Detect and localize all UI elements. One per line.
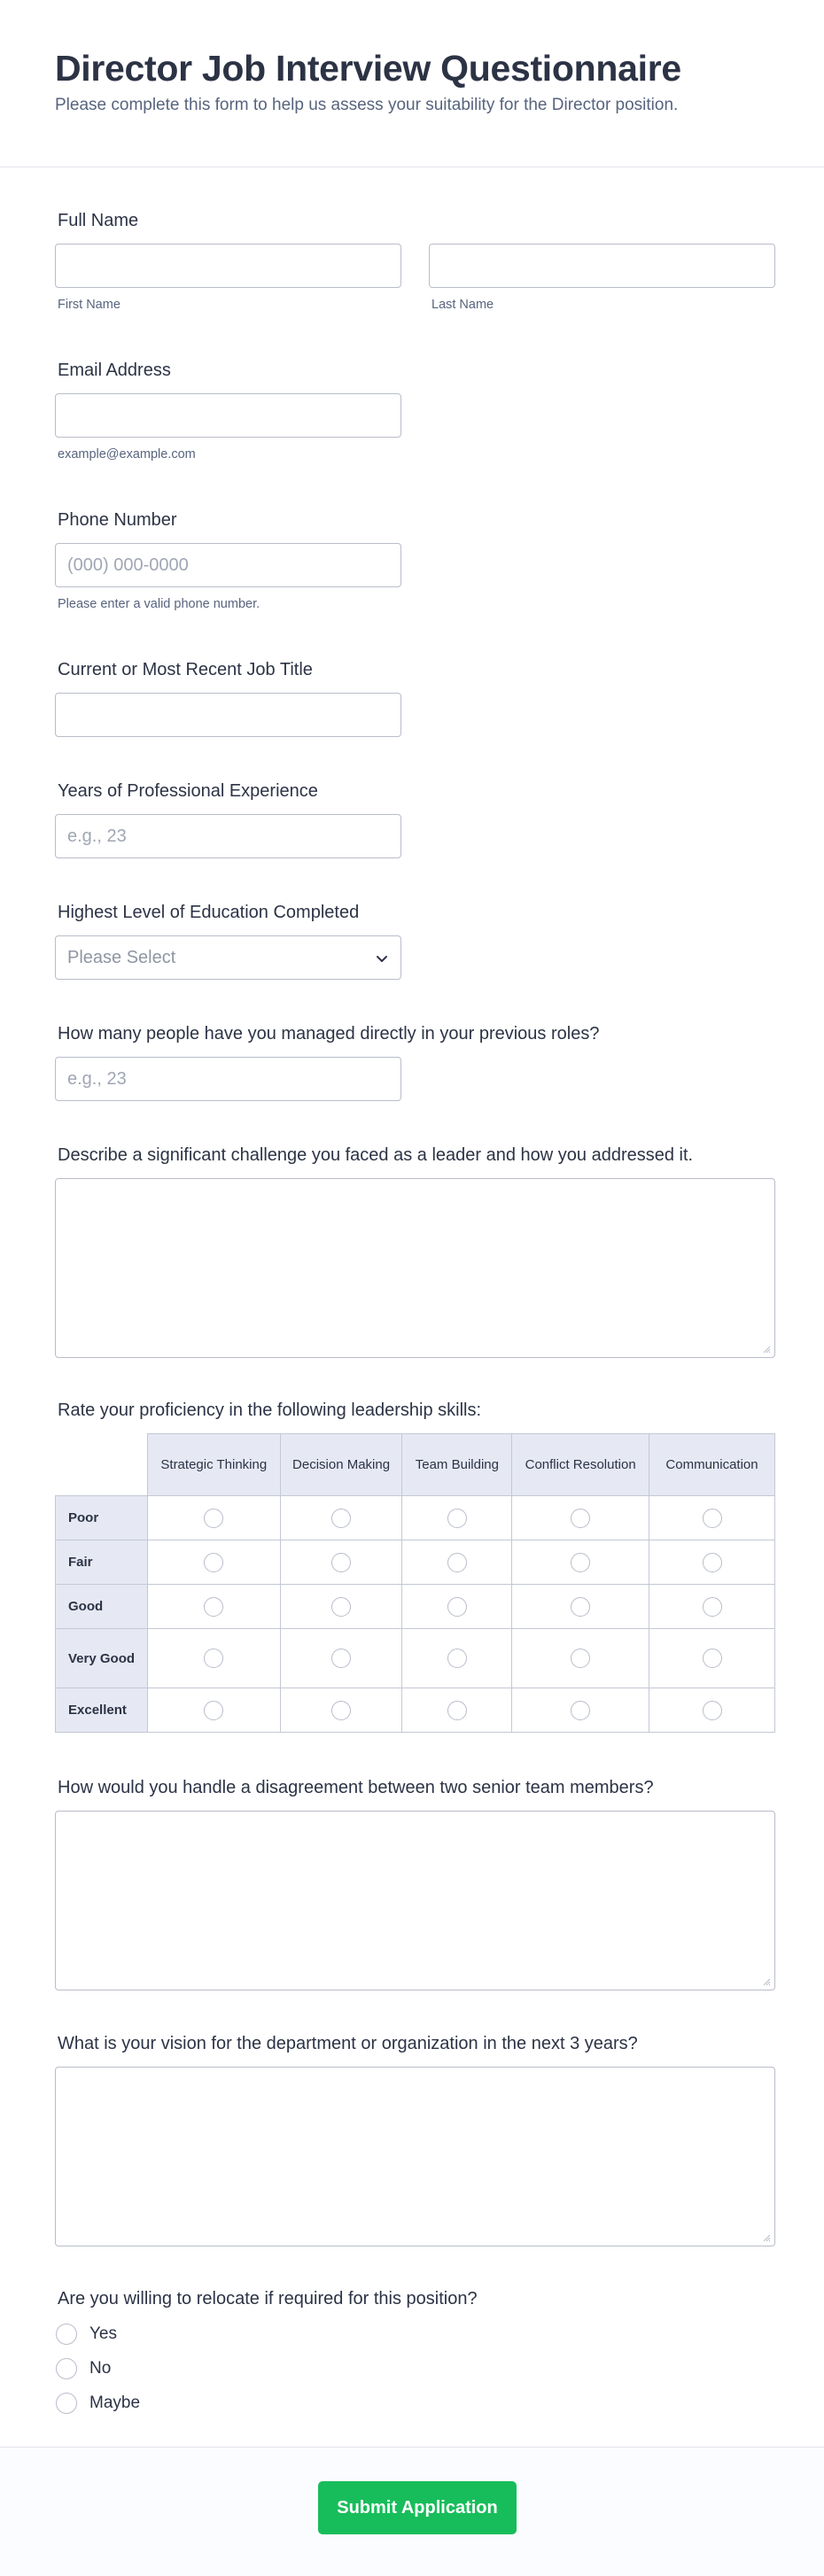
education-select[interactable] bbox=[55, 935, 401, 980]
matrix-radio[interactable] bbox=[204, 1701, 223, 1720]
matrix-cell bbox=[649, 1540, 775, 1585]
matrix-cell bbox=[512, 1585, 649, 1629]
relocate-options bbox=[55, 2316, 478, 2420]
relocate-option-label: No bbox=[89, 2358, 112, 2378]
submit-button[interactable]: Submit Application bbox=[318, 2481, 517, 2534]
email-input[interactable] bbox=[55, 393, 401, 438]
matrix-radio[interactable] bbox=[447, 1597, 467, 1617]
matrix-radio[interactable] bbox=[331, 1509, 351, 1528]
matrix-radio[interactable] bbox=[703, 1509, 722, 1528]
matrix-row bbox=[56, 1540, 775, 1585]
matrix-corner bbox=[56, 1434, 148, 1496]
job-title-field bbox=[55, 660, 401, 737]
matrix-row-label: Fair bbox=[56, 1540, 148, 1585]
matrix-radio[interactable] bbox=[331, 1597, 351, 1617]
managed-input[interactable] bbox=[55, 1057, 401, 1101]
matrix-cell bbox=[649, 1629, 775, 1688]
education-selected-value: Please Select bbox=[67, 947, 176, 967]
form-footer bbox=[0, 2447, 824, 2576]
vision-field bbox=[55, 2034, 775, 2246]
relocate-option-maybe[interactable] bbox=[56, 2386, 478, 2420]
phone-input[interactable] bbox=[55, 543, 401, 587]
matrix-radio[interactable] bbox=[331, 1553, 351, 1572]
matrix-radio[interactable] bbox=[331, 1701, 351, 1720]
disagreement-field bbox=[55, 1778, 775, 1990]
matrix-cell bbox=[649, 1688, 775, 1733]
matrix-radio[interactable] bbox=[204, 1597, 223, 1617]
resize-grip-icon[interactable] bbox=[763, 1346, 771, 1354]
matrix-radio[interactable] bbox=[447, 1553, 467, 1572]
job-title-input[interactable] bbox=[55, 693, 401, 737]
phone-sublabel: Please enter a valid phone number. bbox=[58, 597, 260, 611]
matrix-row-label: Very Good bbox=[56, 1629, 148, 1688]
email-field bbox=[55, 361, 401, 462]
experience-label: Years of Professional Experience bbox=[58, 781, 318, 801]
job-title-label: Current or Most Recent Job Title bbox=[58, 660, 313, 679]
email-sublabel: example@example.com bbox=[58, 447, 196, 462]
resize-grip-icon[interactable] bbox=[763, 2234, 771, 2242]
full-name-field bbox=[55, 211, 775, 312]
matrix-row bbox=[56, 1688, 775, 1733]
phone-label: Phone Number bbox=[58, 510, 177, 530]
matrix-radio[interactable] bbox=[703, 1649, 722, 1668]
last-name-sublabel: Last Name bbox=[431, 298, 494, 312]
form-title: Director Job Interview Questionnaire bbox=[55, 48, 681, 89]
matrix-cell bbox=[512, 1629, 649, 1688]
email-label: Email Address bbox=[58, 361, 171, 380]
matrix-cell bbox=[147, 1540, 280, 1585]
disagreement-textarea[interactable] bbox=[55, 1811, 775, 1990]
matrix-radio[interactable] bbox=[571, 1597, 590, 1617]
matrix-cell bbox=[147, 1688, 280, 1733]
matrix-row bbox=[56, 1496, 775, 1540]
challenge-textarea[interactable] bbox=[55, 1178, 775, 1358]
matrix-radio[interactable] bbox=[571, 1553, 590, 1572]
matrix-radio[interactable] bbox=[204, 1509, 223, 1528]
experience-input[interactable] bbox=[55, 814, 401, 858]
challenge-field bbox=[55, 1145, 775, 1358]
matrix-column-header: Decision Making bbox=[280, 1434, 402, 1496]
matrix-cell bbox=[512, 1496, 649, 1540]
matrix-column-header: Communication bbox=[649, 1434, 775, 1496]
relocate-field bbox=[55, 2289, 478, 2420]
matrix-row-label: Excellent bbox=[56, 1688, 148, 1733]
relocate-option-label: Yes bbox=[89, 2324, 117, 2343]
matrix-cell bbox=[512, 1688, 649, 1733]
matrix-cell bbox=[147, 1585, 280, 1629]
radio-button[interactable] bbox=[56, 2324, 77, 2345]
matrix-cell bbox=[402, 1585, 512, 1629]
form-subtitle: Please complete this form to help us assess your suitability for the Director position. bbox=[55, 96, 679, 114]
matrix-cell bbox=[147, 1629, 280, 1688]
skills-matrix-label: Rate your proficiency in the following leadership skills: bbox=[58, 1401, 482, 1420]
matrix-radio[interactable] bbox=[204, 1553, 223, 1572]
matrix-column-header: Strategic Thinking bbox=[147, 1434, 280, 1496]
experience-field bbox=[55, 781, 401, 858]
challenge-label: Describe a significant challenge you faced as a leader and how you addressed it. bbox=[58, 1145, 694, 1165]
matrix-cell bbox=[649, 1496, 775, 1540]
skills-matrix-table bbox=[55, 1433, 775, 1733]
skills-matrix-field bbox=[55, 1401, 775, 1733]
last-name-input[interactable] bbox=[429, 244, 775, 288]
managed-label: How many people have you managed directly in your previous roles? bbox=[58, 1024, 600, 1044]
matrix-column-header: Team Building bbox=[402, 1434, 512, 1496]
matrix-radio[interactable] bbox=[571, 1701, 590, 1720]
matrix-row-label: Poor bbox=[56, 1496, 148, 1540]
managed-field bbox=[55, 1024, 599, 1101]
matrix-radio[interactable] bbox=[571, 1509, 590, 1528]
relocate-option-yes[interactable] bbox=[56, 2316, 478, 2351]
matrix-cell bbox=[512, 1540, 649, 1585]
vision-label: What is your vision for the department or organization in the next 3 years? bbox=[58, 2034, 638, 2053]
matrix-cell bbox=[147, 1496, 280, 1540]
matrix-cell bbox=[649, 1585, 775, 1629]
relocate-label: Are you willing to relocate if required for this position? bbox=[58, 2289, 478, 2308]
education-field bbox=[55, 903, 401, 980]
relocate-option-no[interactable] bbox=[56, 2351, 478, 2386]
matrix-radio[interactable] bbox=[571, 1649, 590, 1668]
matrix-radio[interactable] bbox=[703, 1553, 722, 1572]
matrix-column-header: Conflict Resolution bbox=[512, 1434, 649, 1496]
matrix-radio[interactable] bbox=[447, 1649, 467, 1668]
matrix-cell bbox=[402, 1496, 512, 1540]
matrix-radio[interactable] bbox=[331, 1649, 351, 1668]
matrix-radio[interactable] bbox=[204, 1649, 223, 1668]
matrix-radio[interactable] bbox=[447, 1701, 467, 1720]
matrix-row-label: Good bbox=[56, 1585, 148, 1629]
matrix-cell bbox=[280, 1540, 402, 1585]
matrix-cell bbox=[280, 1629, 402, 1688]
matrix-cell bbox=[402, 1540, 512, 1585]
matrix-cell bbox=[402, 1629, 512, 1688]
form-header bbox=[0, 0, 824, 167]
matrix-radio[interactable] bbox=[703, 1701, 722, 1720]
vision-textarea[interactable] bbox=[55, 2067, 775, 2246]
education-label: Highest Level of Education Completed bbox=[58, 903, 360, 922]
phone-field bbox=[55, 510, 401, 611]
disagreement-label: How would you handle a disagreement between two senior team members? bbox=[58, 1778, 654, 1797]
radio-button[interactable] bbox=[56, 2358, 77, 2379]
matrix-radio[interactable] bbox=[447, 1509, 467, 1528]
matrix-row bbox=[56, 1585, 775, 1629]
first-name-sublabel: First Name bbox=[58, 298, 120, 312]
matrix-cell bbox=[280, 1496, 402, 1540]
matrix-cell bbox=[402, 1688, 512, 1733]
chevron-down-icon bbox=[374, 950, 390, 966]
matrix-row bbox=[56, 1629, 775, 1688]
matrix-radio[interactable] bbox=[703, 1597, 722, 1617]
full-name-label: Full Name bbox=[58, 211, 139, 230]
relocate-option-label: Maybe bbox=[89, 2393, 141, 2412]
matrix-cell bbox=[280, 1688, 402, 1733]
matrix-cell bbox=[280, 1585, 402, 1629]
resize-grip-icon[interactable] bbox=[763, 1978, 771, 1986]
first-name-input[interactable] bbox=[55, 244, 401, 288]
radio-button[interactable] bbox=[56, 2393, 77, 2414]
